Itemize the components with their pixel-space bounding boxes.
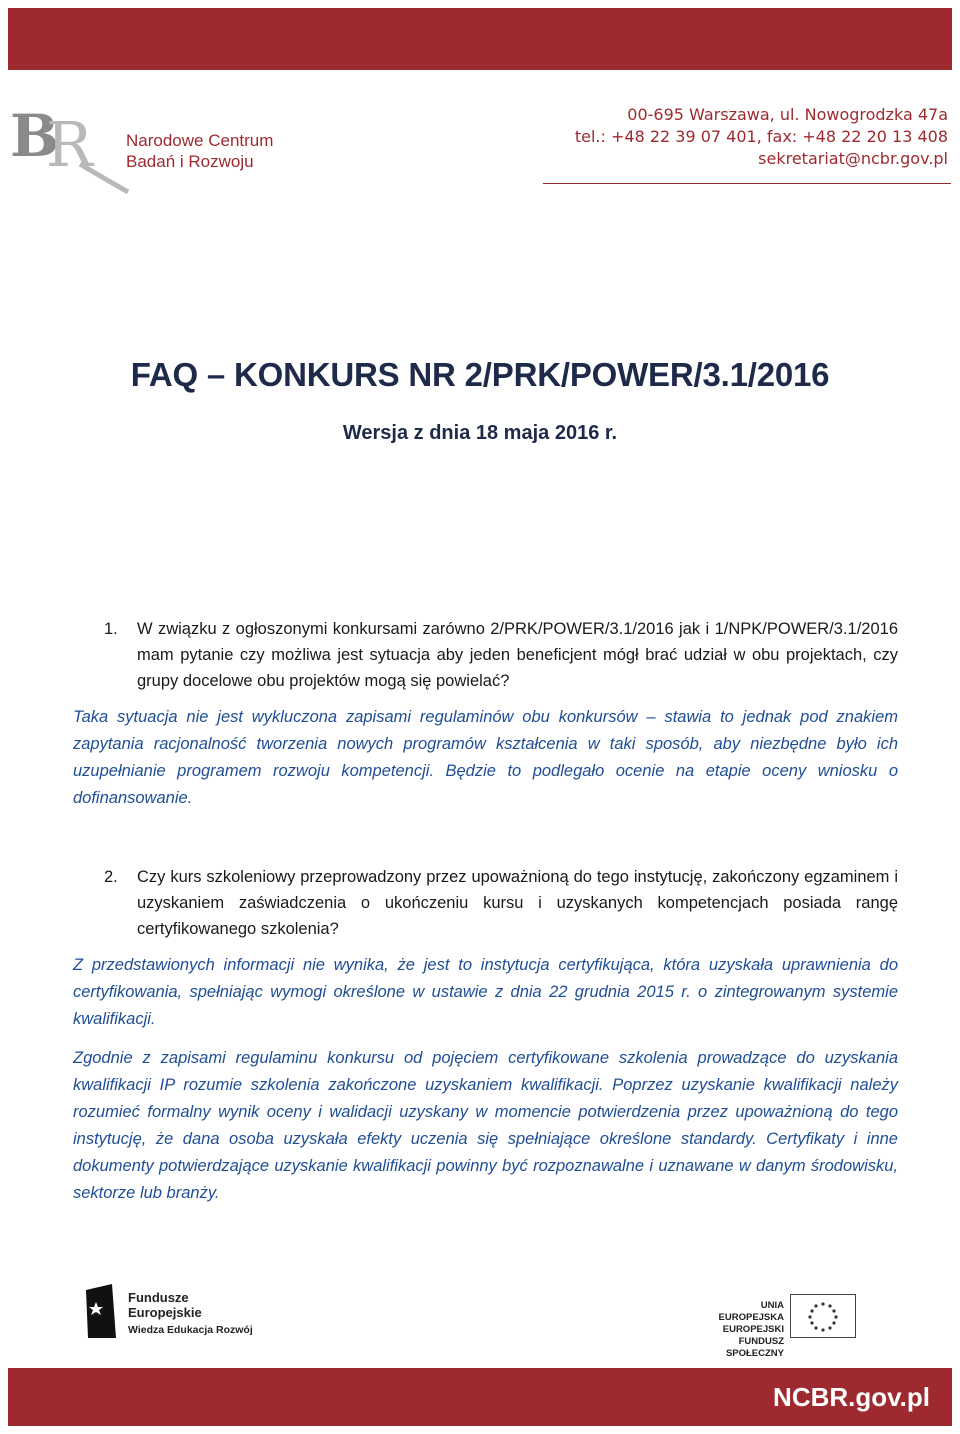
address: 00-695 Warszawa, ul. Nowogrodzka 47a <box>627 105 948 124</box>
fe-line-1: Fundusze <box>128 1290 189 1305</box>
phone: tel.: +48 22 39 07 401, fax: +48 22 20 13 408 <box>574 127 948 146</box>
question-number: 2. <box>104 868 118 886</box>
faq-answer-2a: Z przedstawionych informacji nie wynika, że jest to instytucja certyfikująca, która uzyskała uprawnienia do certyfikowania, spełniając wymogi określone w ustawie z dnia 22 grudnia 2015 r. o zintegrowanym systemie kwalifikacji. <box>73 956 898 1028</box>
fe-line-2: Europejskie <box>128 1305 202 1320</box>
faq-question-2 <box>104 864 898 942</box>
fe-logo-text <box>128 1290 202 1320</box>
header-band <box>8 8 952 70</box>
footer-website-link[interactable]: NCBR.gov.pl <box>773 1382 930 1412</box>
ue-line-1: UNIA EUROPEJSKA <box>718 1300 784 1323</box>
logo-line-2: Badań i Rozwoju <box>126 152 254 171</box>
fe-tagline: Wiedza Edukacja Rozwój <box>128 1324 253 1336</box>
page-subtitle: Wersja z dnia 18 maja 2016 r. <box>342 422 618 444</box>
question-text: Czy kurs szkoleniowy przeprowadzony przez upoważnioną do tego instytucję, zakończony egzaminem i uzyskaniem zaświadczenia o ukończeniu kursu i uzyskanych kompetencjach posiada rangę certyfikowanego szkolenia? <box>137 868 898 938</box>
svg-text:B: B <box>10 104 60 170</box>
page-title: FAQ – KONKURS NR 2/PRK/POWER/3.1/2016 <box>130 356 830 393</box>
email-link[interactable]: sekretariat@ncbr.gov.pl <box>758 149 948 168</box>
question-text: W związku z ogłoszonymi konkursami zarówno 2/PRK/POWER/3.1/2016 jak i 1/NPK/POWER/3.1/2016 mam pytanie czy możliwa jest sytuacja aby jeden beneficjent mógł brać udział w obu projektach, czy grupy docelowe obu projektów mogą się powielać? <box>137 620 898 690</box>
faq-answer-2b: Zgodnie z zapisami regulaminu konkursu od pojęciem certyfikowane szkolenia prowadzące do uzyskania kwalifikacji IP rozumie szkolenia zakończone uzyskaniem kwalifikacji. Poprzez uzyskanie kwalifikacji należy rozumieć formalny wynik oceny i walidacji uzyskany w momencie potwierdzenia przez upoważnioną do tego instytucję, że dana osoba uzyskała efekty uczenia się spełniające określone standardy. Certyfikaty i inne dokumenty potwierdzające uzyskanie kwalifikacji powinny być rozpoznawalne i uznawane w danym środowisku, sektorze lub branży. <box>73 1049 898 1202</box>
svg-text:R: R <box>46 108 93 181</box>
question-number: 1. <box>104 620 118 638</box>
ue-line-2: EUROPEJSKI <box>722 1324 784 1335</box>
ue-logo-text <box>696 1300 784 1360</box>
faq-question-1 <box>104 616 898 694</box>
ncbr-logo-text <box>126 130 273 172</box>
ue-line-3: FUNDUSZ SPOŁECZNY <box>725 1336 784 1359</box>
logo-line-1: Narodowe Centrum <box>126 131 274 150</box>
contact-block <box>575 104 948 170</box>
contact-divider <box>543 183 951 184</box>
eu-flag-icon <box>790 1294 856 1338</box>
faq-answer-1: Taka sytuacja nie jest wykluczona zapisami regulaminów obu konkursów – stawia to jednak pod znakiem zapytania racjonalność tworzenia nowych programów kształcenia w taki sposób, aby niezbędne było ich uzupełnianie programem rozwoju kompetencji. Będzie to podlegało ocenie na etapie oceny wniosku o dofinansowanie. <box>73 708 898 807</box>
